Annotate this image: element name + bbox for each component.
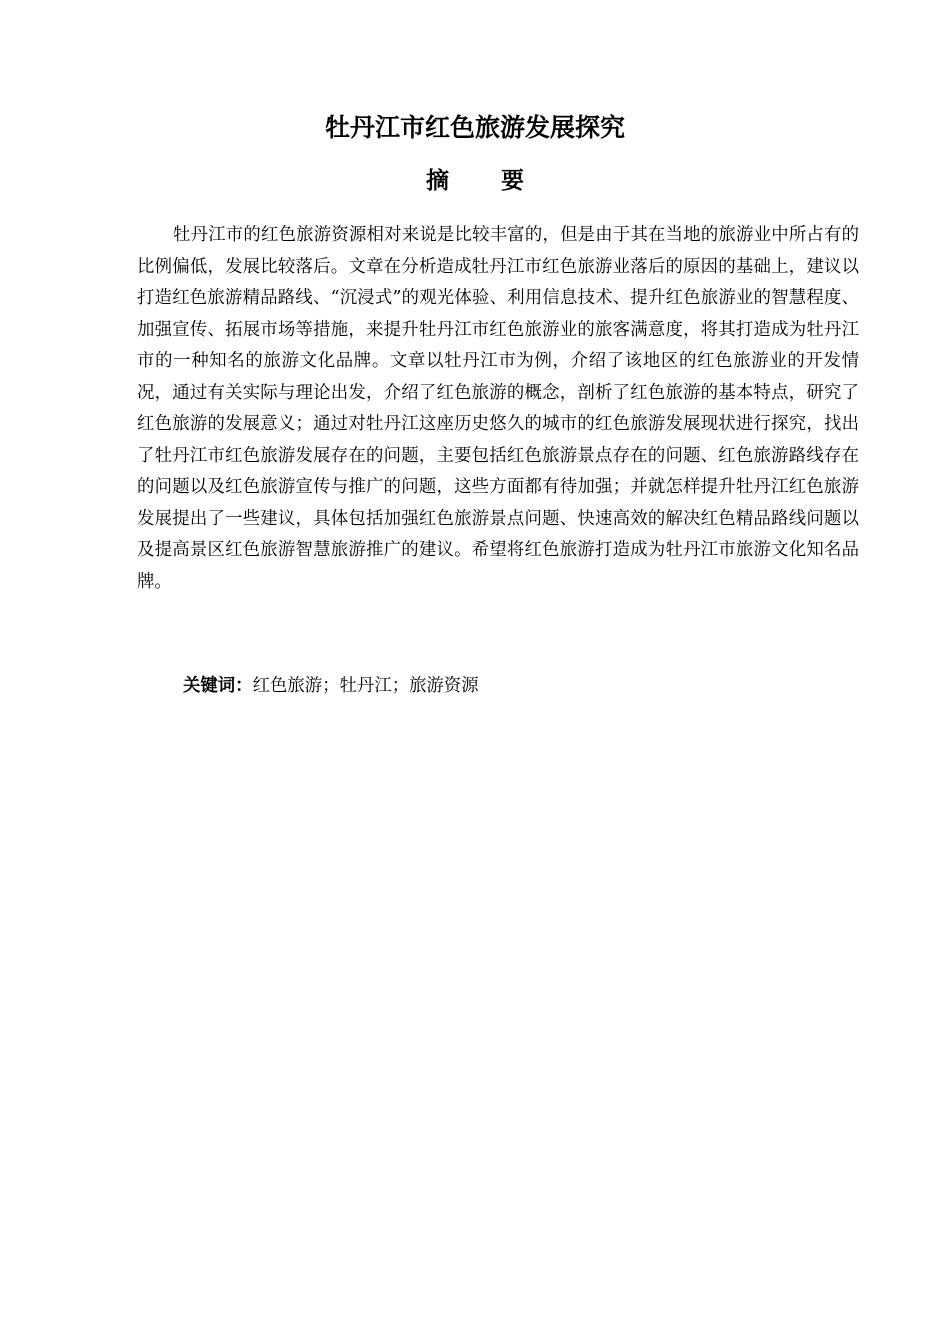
keywords-line (183, 670, 863, 702)
document-title: 牡丹江市红色旅游发展探究 (324, 113, 625, 142)
keywords-label: 关键词： (183, 676, 253, 696)
abstract-heading: 摘要 (426, 168, 576, 194)
abstract-paragraph: 牡丹江市的红色旅游资源相对来说是比较丰富的，但是由于其在当地的旅游业中所占有的比例偏低，发展比较落后。文章在分析造成牡丹江市红色旅游业落后的原因的基础上，建议以打造红色旅游精品路线、“沉浸式”的观光体验、利用信息技术、提升红色旅游业的智慧程度、加强宣传、拓展市场等措施，来提升牡丹江市红色旅游业的旅客满意度，将其打造成为牡丹江市的一种知名的旅游文化品牌。文章以牡丹江市为例，介绍了该地区的红色旅游业的开发情况，通过有关实际与理论出发，介绍了红色旅游的概念，剖析了红色旅游的基本特点，研究了红色旅游的发展意义；通过对牡丹江这座历史悠久的城市的红色旅游发展现状进行探究，找出了牡丹江市红色旅游发展存在的问题，主要包括红色旅游景点存在的问题、红色旅游路线存在的问题以及红色旅游宣传与推广的问题，这些方面都有待加强；并就怎样提升牡丹江红色旅游发展提出了一些建议，具体包括加强红色旅游景点问题、快速高效的解决红色精品路线问题以及提高景区红色旅游智慧旅游推广的建议。希望将红色旅游打造成为牡丹江市旅游文化知名品牌。 (137, 225, 859, 592)
keywords-text: 红色旅游；牡丹江；旅游资源 (252, 676, 479, 696)
